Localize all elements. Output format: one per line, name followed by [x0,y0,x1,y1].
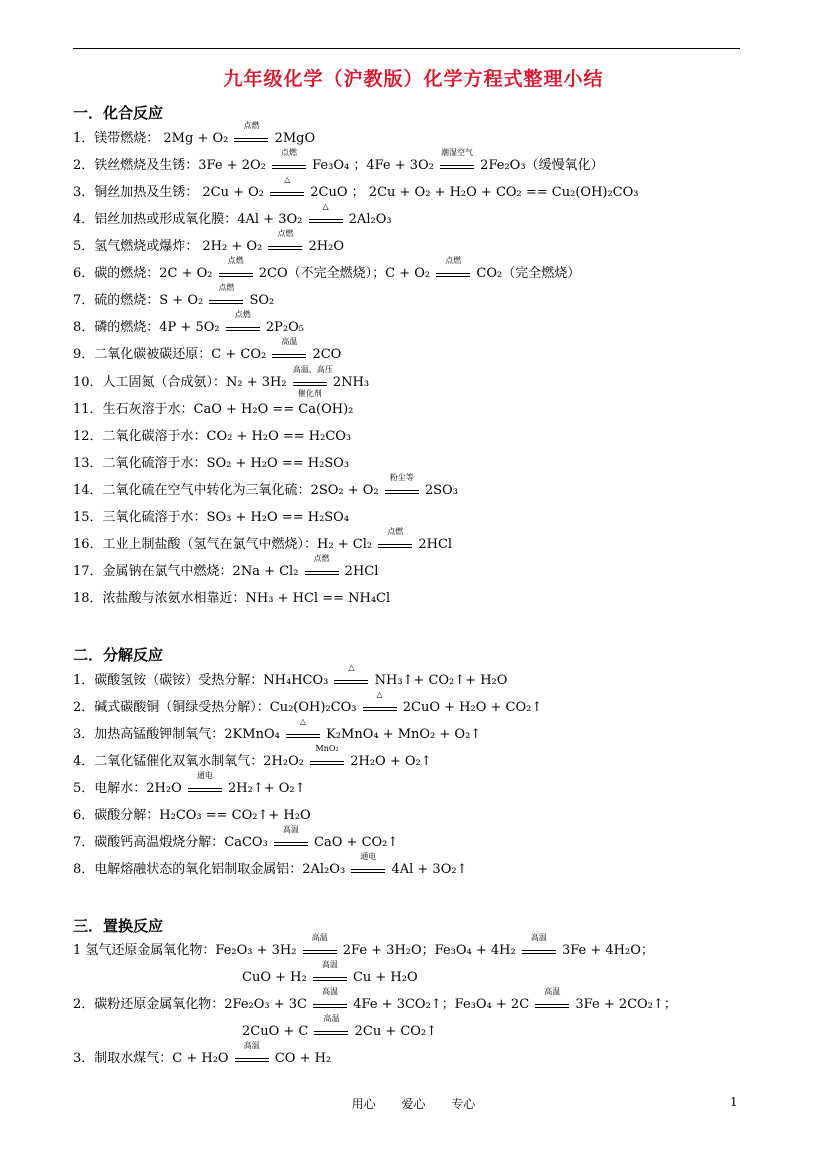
equation-text: 7．碳酸钙高温煅烧分解：CaCO₃ [73,835,272,850]
equation-text: 2CuO + H₂O + CO₂↑ [398,700,543,715]
equation-text: 5．氢气燃烧或爆炸： 2H₂ + O₂ [73,239,267,254]
equation-text: 2CuO + C [242,1024,313,1039]
condition-label: 高温 [321,960,338,969]
equals-sign [305,571,339,575]
equation-line [73,987,677,1013]
equation-text: 2H₂O [304,239,344,254]
condition-label: 高温 [311,933,328,942]
equals-sign [535,1004,569,1008]
equation-text: 2H₂↑+ O₂↑ [223,781,306,796]
equals-sign [351,869,385,873]
equation-text: 2CO（不完全燃烧）；C + O₂ [254,266,435,281]
equation-line [73,310,304,336]
equation-text: 17．金属钠在氯气中燃烧：2Na + Cl₂ [73,564,303,579]
equation-text: 2SO₃ [420,483,458,498]
equation-text: 2Fe₂O₃（缓慢氧化） [476,158,604,173]
reaction-condition [309,202,343,223]
condition-label: △ [348,663,355,672]
reaction-condition [351,852,385,873]
equation-text: Cu + H₂O [348,970,418,985]
condition-label: MnO₂ [315,744,339,753]
reaction-condition [272,337,306,358]
reaction-condition [286,717,320,738]
reaction-condition [268,229,302,250]
equation-text: 2HCl [414,537,453,552]
equals-sign [272,165,306,169]
equation-line [242,1014,438,1040]
reaction-condition [274,825,308,846]
condition-label: 高温 [322,987,339,996]
equation-line [73,807,311,824]
equation-line [73,663,508,689]
equation-line [73,455,349,472]
section-heading: 二．分解反应 [73,646,164,664]
equation-text: K₂MnO₄ + MnO₂ + O₂↑ [321,727,482,742]
equation-line [73,590,390,607]
equation-text: 14．二氧化硫在空气中转化为三氧化硫：2SO₂ + O₂ [73,483,383,498]
equals-sign [293,382,327,386]
condition-label: 点燃 [445,256,462,265]
equation-text: 4．铝丝加热或形成氧化膜：4Al + 3O₂ [73,212,307,227]
equation-text: 2CO [308,347,342,362]
condition-label: △ [376,690,383,699]
equation-line [73,771,306,797]
equals-sign [226,327,260,331]
equation-text: 10．人工固氮（合成氨）：N₂ + 3H₂ [73,375,291,390]
top-rule [73,48,740,49]
reaction-condition [209,283,243,304]
reaction-condition [226,310,260,331]
equals-sign [309,219,343,223]
equals-sign [313,1004,347,1008]
reaction-condition [219,256,253,277]
condition-label: 高温、高压 [292,365,333,374]
equals-sign [188,788,222,792]
condition-label: 高温 [530,933,547,942]
reaction-condition [270,175,304,196]
equation-text: 4Fe + 3CO₂↑；Fe₃O₄ + 2C [349,997,534,1012]
equation-text: 7．硫的燃烧：S + O₂ [73,293,208,308]
page-number: 1 [730,1095,738,1109]
reaction-condition [363,690,397,711]
equation-text: 5．电解水：2H₂O [73,781,186,796]
equation-line [73,175,639,201]
condition-label: 通电 [196,771,213,780]
reaction-condition [188,771,222,792]
equation-text: 2Fe + 3H₂O；Fe₃O₄ + 4H₂ [338,943,520,958]
condition-label: 高温 [243,1041,260,1050]
equation-text: CaO + CO₂↑ [309,835,399,850]
reaction-condition [522,933,556,954]
condition-label: 点燃 [243,121,260,130]
equation-text: 2NH₃ [328,375,370,390]
equals-sign [314,1031,348,1035]
equation-text: 2P₂O₅ [261,320,304,335]
condition-label: 点燃 [234,310,251,319]
condition-label: 高温 [281,337,298,346]
equation-text: 2HCl [340,564,379,579]
reaction-condition [535,987,569,1008]
equation-text: 3Fe + 4H₂O； [557,943,654,958]
section-heading: 一．化合反应 [73,104,164,122]
reaction-condition [303,933,337,954]
equals-sign [522,950,556,954]
equation-text: NH₃↑+ CO₂↑+ H₂O [370,673,508,688]
reaction-condition [272,148,306,169]
condition-label-below: 催化剂 [297,389,322,398]
equals-sign [274,842,308,846]
reaction-condition [234,121,268,142]
equals-sign [436,273,470,277]
equation-line [73,744,432,770]
condition-label: 粉尘等 [389,473,414,482]
equation-line [73,148,604,174]
equals-sign [385,490,419,494]
equals-sign [272,354,306,358]
equation-line [73,717,482,743]
equation-text: 8．电解熔融状态的氧化铝制取金属铝：2Al₂O₃ [73,862,350,877]
equation-line [73,852,468,878]
equation-line [73,229,344,255]
equation-text: 12．二氧化碳溶于水：CO₂ + H₂O == H₂CO₃ [73,429,352,444]
equals-sign [310,761,344,765]
equation-text: 18．浓盐酸与浓氨水相靠近：NH₃ + HCl == NH₄Cl [73,591,391,606]
equation-text: CO + H₂ [270,1051,332,1066]
reaction-condition [292,365,333,398]
equation-text: 16．工业上制盐酸（氢气在氯气中燃烧）：H₂ + Cl₂ [73,537,377,552]
condition-label: 点燃 [280,148,297,157]
reaction-condition [314,1014,348,1035]
equation-text: 3．制取水煤气：C + H₂O [73,1051,233,1066]
equation-line [73,202,392,228]
equation-text: 2CuO ； 2Cu + O₂ + H₂O + CO₂ == Cu₂(OH)₂CO₃ [306,185,639,200]
equation-text: 4．二氧化锰催化双氧水制氧气：2H₂O₂ [73,754,309,769]
equation-text: 2MgO [270,131,316,146]
equation-line [73,473,458,499]
equation-text: 13．二氧化硫溶于水：SO₂ + H₂O == H₂SO₃ [73,456,350,471]
equation-line [73,283,275,309]
section-heading: 三．置换反应 [73,917,164,935]
equals-sign [286,734,320,738]
condition-label: △ [284,175,291,184]
condition-label: 通电 [360,852,377,861]
condition-label: 点燃 [387,527,404,536]
condition-label: 点燃 [227,256,244,265]
reaction-condition [313,960,347,981]
equation-line [73,527,453,553]
equation-text: 1 氢气还原金属氧化物：Fe₂O₃ + 3H₂ [73,943,301,958]
equation-text: 2Cu + CO₂↑ [350,1024,438,1039]
equals-sign [303,950,337,954]
equals-sign [209,300,243,304]
equation-text: Fe₃O₄ ；4Fe + 3O₂ [307,158,439,173]
equation-text: 3Fe + 2CO₂↑； [571,997,677,1012]
reaction-condition [378,527,412,548]
equation-text: SO₂ [245,293,275,308]
equals-sign [234,138,268,142]
condition-label: 高温 [323,1014,340,1023]
equation-text: CuO + H₂ [242,970,311,985]
equation-line [73,1041,332,1067]
equals-sign [440,165,474,169]
equation-text: 11．生石灰溶于水：CaO + H₂O == Ca(OH)₂ [73,402,354,417]
footer-text: 用心 爱心 专心 [351,1097,476,1111]
equation-text: 4Al + 3O₂↑ [387,862,468,877]
reaction-condition [305,554,339,575]
equation-text: 1．镁带燃烧： 2Mg + O₂ [73,131,233,146]
reaction-condition [334,663,368,684]
equation-text: 2H₂O + O₂↑ [346,754,432,769]
equation-line [73,509,349,526]
equation-line [73,690,543,716]
equation-line [73,825,399,851]
equation-text: 15．三氧化硫溶于水：SO₃ + H₂O == H₂SO₄ [73,510,350,525]
reaction-condition [313,987,347,1008]
equation-line [73,428,351,445]
equals-sign [268,246,302,250]
reaction-condition [440,148,474,169]
equation-text: 3．加热高锰酸钾制氧气：2KMnO₄ [73,727,284,742]
condition-label: 高温 [282,825,299,834]
equation-text: 1．碳酸氢铵（碳铵）受热分解：NH₄HCO₃ [73,673,333,688]
equals-sign [334,680,368,684]
equation-line [73,554,379,580]
equation-text: 3．铜丝加热及生锈： 2Cu + O₂ [73,185,269,200]
document-title: 九年级化学（沪教版）化学方程式整理小结 [223,68,604,90]
condition-label: 高温 [544,987,561,996]
equals-sign [363,707,397,711]
equals-sign [270,192,304,196]
equation-line [242,960,418,986]
equation-line [73,337,342,363]
equation-text: CO₂（完全燃烧） [472,266,581,281]
equation-line [73,121,316,147]
equation-text: 2．碱式碳酸铜（铜绿受热分解）：Cu₂(OH)₂CO₃ [73,700,361,715]
equation-text: 8．磷的燃烧：4P + 5O₂ [73,320,224,335]
equation-text: 6．碳的燃烧：2C + O₂ [73,266,217,281]
condition-label: 点燃 [218,283,235,292]
equation-line [73,401,353,418]
reaction-condition [310,744,344,765]
equation-line [73,256,581,282]
condition-label: 点燃 [277,229,294,238]
equation-text: 9．二氧化碳被碳还原：C + CO₂ [73,347,271,362]
equals-sign [378,544,412,548]
equation-line [73,365,370,398]
condition-label: △ [322,202,329,211]
equals-sign [235,1058,269,1062]
condition-label: △ [299,717,307,726]
reaction-condition [235,1041,269,1062]
equation-text: 2Al₂O₃ [344,212,392,227]
reaction-condition [436,256,470,277]
equation-text: 6．碳酸分解：H₂CO₃ == CO₂↑+ H₂O [73,808,311,823]
equals-sign [313,977,347,981]
reaction-condition [385,473,419,494]
equals-sign [219,273,253,277]
equation-text: 2．铁丝燃烧及生锈：3Fe + 2O₂ [73,158,270,173]
condition-label: 点燃 [313,554,330,563]
equation-line [73,933,654,959]
equation-text: 2．碳粉还原金属氧化物：2Fe₂O₃ + 3C [73,997,312,1012]
condition-label: 潮湿空气 [441,148,474,157]
